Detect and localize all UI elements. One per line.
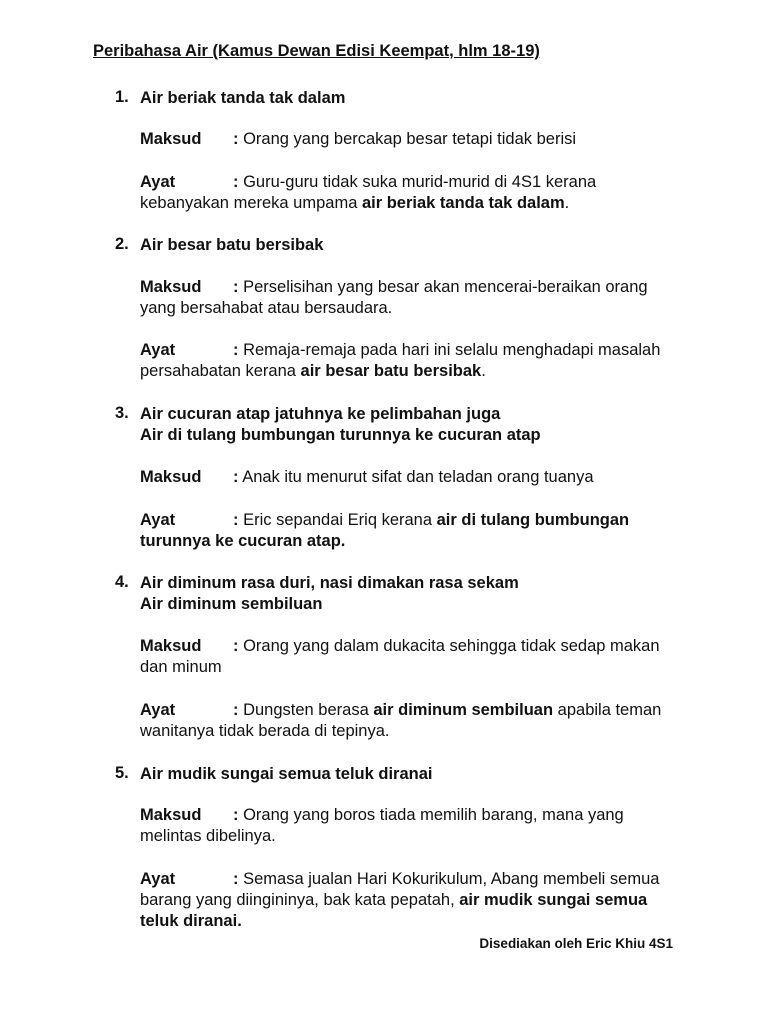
colon: : [233, 468, 239, 486]
proverb-heading-line: Air diminum rasa duri, nasi dimakan rasa sekam [140, 574, 519, 592]
ayat-proverb: air di tulang bumbungan turunnya ke cucuran atap. [140, 511, 630, 550]
ayat-text: Guru-guru tidak suka murid-murid di 4S1 kerana kebanyakan mereka umpama [140, 173, 597, 212]
colon: : [233, 341, 239, 359]
ayat-text-end: . [564, 194, 570, 212]
ayat-proverb: air beriak tanda tak dalam [361, 194, 565, 212]
colon: : [233, 870, 239, 888]
maksud-label: Maksud [140, 806, 202, 824]
maksud-entry [140, 636, 680, 678]
ayat-text: Semasa jualan Hari Kokurikulum, Abang membeli semua barang yang diingininya, bak kata pepatah, [140, 870, 660, 909]
ayat-entry [140, 510, 670, 552]
maksud-text: Orang yang boros tiada memilih barang, mana yang melintas dibelinya. [140, 806, 624, 845]
proverb-heading-line: Air mudik sungai semua teluk diranai [140, 765, 433, 783]
ayat-text-end: . [481, 362, 486, 380]
colon: : [233, 637, 239, 655]
proverb-heading-line: Air diminum sembiluan [140, 595, 323, 613]
maksud-text: Anak itu menurut sifat dan teladan orang tuanya [242, 468, 594, 486]
proverb-heading [140, 404, 700, 446]
ayat-text: Eric sepandai Eriq kerana [243, 511, 437, 529]
colon: : [233, 511, 239, 529]
ayat-entry [140, 869, 680, 932]
maksud-label: Maksud [140, 130, 202, 148]
proverb-heading [140, 88, 700, 109]
item-number: 1. [115, 88, 129, 106]
proverb-heading [140, 764, 700, 785]
maksud-label: Maksud [140, 278, 202, 296]
ayat-label: Ayat [140, 870, 176, 888]
proverb-heading-line: Air besar batu bersibak [140, 236, 324, 254]
colon: : [233, 173, 239, 191]
document-title: Peribahasa Air (Kamus Dewan Edisi Keempat, hlm 18-19) [93, 42, 540, 60]
colon: : [233, 130, 239, 148]
colon: : [233, 278, 239, 296]
ayat-proverb: air diminum sembiluan [373, 701, 554, 719]
colon: : [233, 701, 239, 719]
item-number: 4. [115, 573, 129, 591]
proverb-heading-line: Air di tulang bumbungan turunnya ke cucuran atap [140, 426, 541, 444]
proverb-heading-line: Air cucuran atap jatuhnya ke pelimbahan juga [140, 405, 501, 423]
author-footer: Disediakan oleh Eric Khiu 4S1 [479, 936, 673, 951]
item-number: 3. [115, 404, 129, 422]
ayat-label: Ayat [140, 511, 176, 529]
ayat-proverb: air besar batu bersibak [300, 362, 482, 380]
maksud-label: Maksud [140, 637, 202, 655]
maksud-text: Orang yang bercakap besar tetapi tidak berisi [243, 130, 577, 148]
ayat-entry [140, 340, 680, 382]
ayat-text: Remaja-remaja pada hari ini selalu menghadapi masalah persahabatan kerana [140, 341, 661, 380]
maksud-entry [140, 129, 680, 150]
ayat-label: Ayat [140, 701, 176, 719]
colon: : [233, 806, 239, 824]
proverb-heading-line: Air beriak tanda tak dalam [140, 89, 346, 107]
maksud-entry [140, 277, 680, 319]
maksud-text: Orang yang dalam dukacita sehingga tidak sedap makan dan minum [140, 637, 660, 676]
maksud-text: Perselisihan yang besar akan mencerai-beraikan orang yang bersahabat atau bersaudara. [140, 278, 648, 317]
ayat-entry [140, 172, 680, 214]
ayat-label: Ayat [140, 341, 176, 359]
ayat-entry [140, 700, 680, 742]
ayat-text-end: apabila teman wanitanya tidak berada di tepinya. [140, 701, 662, 740]
proverb-heading [140, 573, 700, 615]
maksud-entry [140, 467, 680, 488]
item-number: 5. [115, 764, 129, 782]
maksud-label: Maksud [140, 468, 202, 486]
maksud-entry [140, 805, 680, 847]
item-number: 2. [115, 235, 129, 253]
ayat-text: Dungsten berasa [243, 701, 374, 719]
ayat-label: Ayat [140, 173, 176, 191]
ayat-proverb: air mudik sungai semua teluk diranai. [140, 891, 648, 930]
proverb-heading [140, 235, 700, 256]
